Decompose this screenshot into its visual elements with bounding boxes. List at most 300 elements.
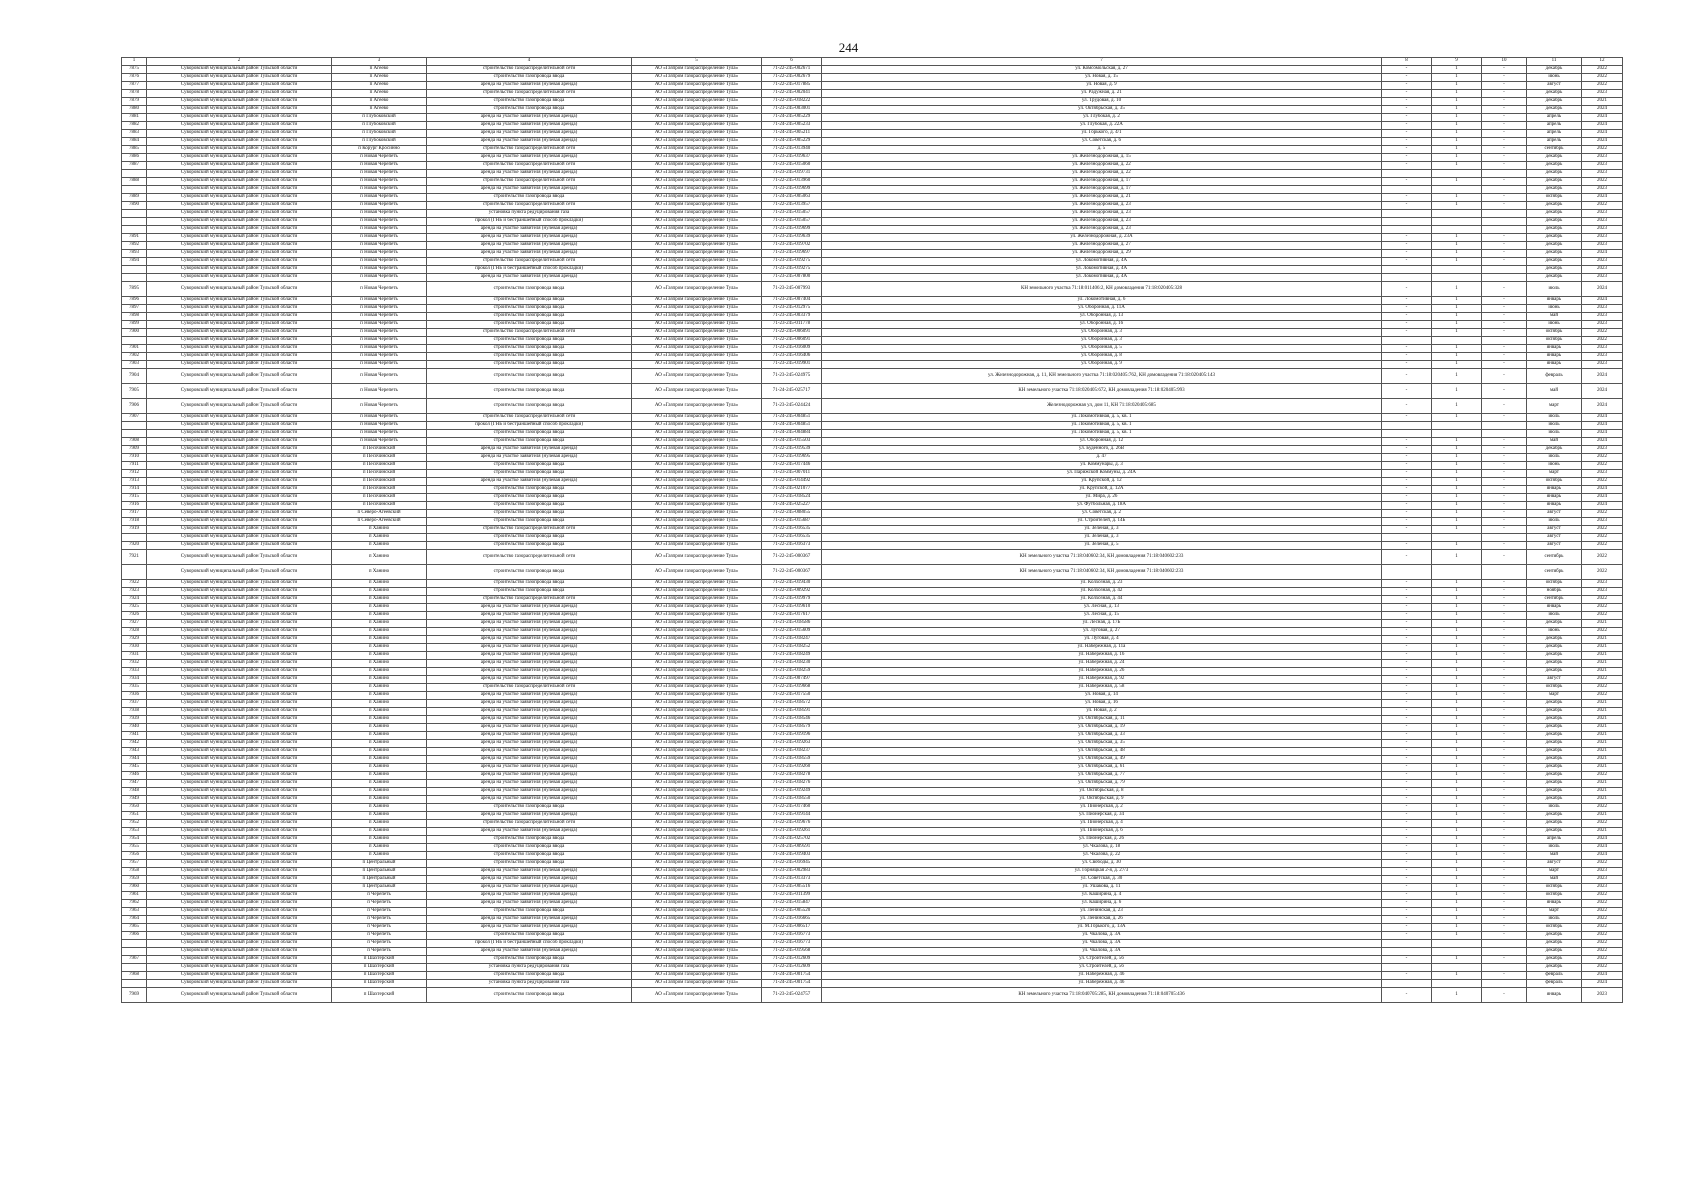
contract-number-cell: 71-22-245-011399 xyxy=(762,892,822,900)
contract-number-cell: 71-21-245-018586 xyxy=(762,620,822,628)
col10-cell: - xyxy=(1482,892,1527,900)
contract-number-cell: 71-22-245-016535 xyxy=(762,534,822,542)
month-cell: февраль xyxy=(1527,972,1582,980)
month-cell: декабрь xyxy=(1527,756,1582,764)
month-cell: декабрь xyxy=(1527,652,1582,660)
work-type-cell: строительство газопровода ввода xyxy=(427,74,632,82)
locality-cell: п Ханино xyxy=(332,724,427,732)
district-cell: Суворовский муниципальный район Тульской области xyxy=(147,844,332,852)
col9-cell: 1 xyxy=(1432,988,1482,1003)
month-cell: декабрь xyxy=(1527,828,1582,836)
col10-cell: - xyxy=(1482,502,1527,510)
district-cell: Суворовский муниципальный район Тульской области xyxy=(147,868,332,876)
organization-cell: АО «Газпром газораспределение Тула» xyxy=(632,353,762,361)
contract-number-cell: 71-23-245-019697 xyxy=(762,250,822,258)
row-number-cell: 7940 xyxy=(122,724,147,732)
work-type-cell: аренда на участке заявителя (нулевая аренда) xyxy=(427,900,632,908)
table-row xyxy=(122,462,1623,470)
col8-cell: - xyxy=(1382,780,1432,788)
col10-cell: - xyxy=(1482,446,1527,454)
locality-cell: п Новая Черепеть xyxy=(332,250,427,258)
month-cell: март xyxy=(1527,692,1582,700)
year-cell: 2022 xyxy=(1582,202,1623,210)
address-cell: ул. Оборонная, д. 9 xyxy=(822,361,1382,369)
col8-cell: - xyxy=(1382,884,1432,892)
contract-number-cell: 71-23-245-003379 xyxy=(762,313,822,321)
year-cell: 2024 xyxy=(1582,194,1623,202)
col9-cell: 1 xyxy=(1432,900,1482,908)
organization-cell: АО «Газпром газораспределение Тула» xyxy=(632,764,762,772)
col8-cell: - xyxy=(1382,652,1432,660)
year-cell: 2023 xyxy=(1582,154,1623,162)
contract-number-cell: 71-24-245-005229 xyxy=(762,114,822,122)
month-cell: декабрь xyxy=(1527,764,1582,772)
col9-cell xyxy=(1432,218,1482,226)
organization-cell: АО «Газпром газораспределение Тула» xyxy=(632,644,762,652)
locality-cell: п Ханино xyxy=(332,764,427,772)
year-cell: 2021 xyxy=(1582,780,1623,788)
contract-number-cell: 71-21-245-018550 xyxy=(762,796,822,804)
col8-cell xyxy=(1382,210,1432,218)
row-number-cell: 7923 xyxy=(122,588,147,596)
col9-cell: 1 xyxy=(1432,788,1482,796)
row-number-cell: 7879 xyxy=(122,98,147,106)
address-cell: ул. Октябрьская, д. 61 xyxy=(822,764,1382,772)
organization-cell: АО «Газпром газораспределение Тула» xyxy=(632,724,762,732)
address-cell: ул. Пионерская, д. 26 xyxy=(822,836,1382,844)
contract-number-cell: 71-23-245-012975 xyxy=(762,305,822,313)
address-cell: ул. Набережная, д. 92 xyxy=(822,676,1382,684)
year-cell: 2023 xyxy=(1582,988,1623,1003)
district-cell: Суворовский муниципальный район Тульской области xyxy=(147,780,332,788)
locality-cell: п Новая Черепеть xyxy=(332,266,427,274)
work-type-cell: строительство газопровода ввода xyxy=(427,956,632,964)
locality-cell: п Новая Черепеть xyxy=(332,337,427,345)
locality-cell: п Новая Черепеть xyxy=(332,422,427,430)
locality-cell: п Песочинский xyxy=(332,462,427,470)
work-type-cell: установка пункта редуцирования газа xyxy=(427,980,632,988)
address-cell: ул. Набережная, д. 16 xyxy=(822,652,1382,660)
work-type-cell: строительство газопровода ввода xyxy=(427,282,632,297)
organization-cell: АО «Газпром газораспределение Тула» xyxy=(632,186,762,194)
col10-cell: - xyxy=(1482,329,1527,337)
contract-number-cell: 71-22-245-012609 xyxy=(762,956,822,964)
month-cell: июль xyxy=(1527,414,1582,422)
table-header-row xyxy=(122,58,1623,66)
col9-cell: 1 xyxy=(1432,588,1482,596)
table-row xyxy=(122,636,1623,644)
col8-cell: - xyxy=(1382,596,1432,604)
col10-cell: - xyxy=(1482,644,1527,652)
work-type-cell: аренда на участке заявителя (нулевая аренда) xyxy=(427,892,632,900)
col8-cell: - xyxy=(1382,732,1432,740)
col10-cell: - xyxy=(1482,932,1527,940)
col8-cell: - xyxy=(1382,250,1432,258)
page-number: 244 xyxy=(838,40,859,55)
work-type-cell: строительство газопровода ввода xyxy=(427,518,632,526)
year-cell: 2021 xyxy=(1582,740,1623,748)
col10-cell: - xyxy=(1482,844,1527,852)
organization-cell: АО «Газпром газораспределение Тула» xyxy=(632,948,762,956)
address-cell: ул. Буденного, д. 26В xyxy=(822,446,1382,454)
col9-cell: 1 xyxy=(1432,876,1482,884)
district-cell: Суворовский муниципальный район Тульской области xyxy=(147,266,332,274)
year-cell: 2022 xyxy=(1582,604,1623,612)
contract-number-cell: 71-21-245-018230 xyxy=(762,660,822,668)
col10-cell: - xyxy=(1482,178,1527,186)
year-cell: 2022 xyxy=(1582,454,1623,462)
col9-cell xyxy=(1432,964,1482,972)
col10-cell: - xyxy=(1482,684,1527,692)
month-cell: июль xyxy=(1527,844,1582,852)
col10-cell: - xyxy=(1482,353,1527,361)
organization-cell: АО «Газпром газораспределение Тула» xyxy=(632,988,762,1003)
district-cell: Суворовский муниципальный район Тульской области xyxy=(147,114,332,122)
work-type-cell: установка пункта редуцирования газа xyxy=(427,210,632,218)
col8-cell: - xyxy=(1382,154,1432,162)
month-cell: декабрь xyxy=(1527,700,1582,708)
col9-cell: 1 xyxy=(1432,652,1482,660)
row-number-cell: 7891 xyxy=(122,234,147,242)
table-row xyxy=(122,972,1623,980)
locality-cell: п Ханино xyxy=(332,748,427,756)
col9-cell: 1 xyxy=(1432,612,1482,620)
col9-cell: 1 xyxy=(1432,668,1482,676)
column-header: 1 xyxy=(122,58,147,66)
col8-cell: - xyxy=(1382,399,1432,414)
contract-number-cell: 71-21-245-019260 xyxy=(762,764,822,772)
row-number-cell: 7900 xyxy=(122,329,147,337)
address-cell: КН земельного участка 71:18:011406:2, КН домовладения 71:18:020405:328 xyxy=(822,282,1382,297)
locality-cell: п Новая Черепеть xyxy=(332,218,427,226)
year-cell: 2022 xyxy=(1582,940,1623,948)
locality-cell: п Ханино xyxy=(332,668,427,676)
locality-cell: п Ханино xyxy=(332,565,427,580)
district-cell: Суворовский муниципальный район Тульской области xyxy=(147,788,332,796)
month-cell: декабрь xyxy=(1527,234,1582,242)
col9-cell: 1 xyxy=(1432,154,1482,162)
work-type-cell: аренда на участке заявителя (нулевая аренда) xyxy=(427,772,632,780)
address-cell: ул. Пионерская, д. 34 xyxy=(822,812,1382,820)
col10-cell: - xyxy=(1482,242,1527,250)
locality-cell: п Черепеть xyxy=(332,916,427,924)
locality-cell: п Новая Черепеть xyxy=(332,353,427,361)
col9-cell: 1 xyxy=(1432,916,1482,924)
month-cell: апрель xyxy=(1527,138,1582,146)
row-number-cell xyxy=(122,210,147,218)
row-number-cell: 7892 xyxy=(122,242,147,250)
col8-cell xyxy=(1382,964,1432,972)
address-cell: ул. Октябрьская, д. 77 xyxy=(822,772,1382,780)
address-cell: ул. Железнодорожная, д. 22 xyxy=(822,170,1382,178)
col10-cell xyxy=(1482,940,1527,948)
col8-cell: - xyxy=(1382,788,1432,796)
col8-cell: - xyxy=(1382,282,1432,297)
address-cell: ул. Железнодорожная, д. 17 xyxy=(822,178,1382,186)
district-cell: Суворовский муниципальный район Тульской области xyxy=(147,242,332,250)
organization-cell: АО «Газпром газораспределение Тула» xyxy=(632,329,762,337)
row-number-cell xyxy=(122,186,147,194)
col9-cell: 1 xyxy=(1432,502,1482,510)
district-cell: Суворовский муниципальный район Тульской области xyxy=(147,772,332,780)
work-type-cell: строительство газопровода ввода xyxy=(427,534,632,542)
organization-cell: АО «Газпром газораспределение Тула» xyxy=(632,534,762,542)
col8-cell: - xyxy=(1382,202,1432,210)
organization-cell: АО «Газпром газораспределение Тула» xyxy=(632,454,762,462)
row-number-cell: 7914 xyxy=(122,486,147,494)
contract-number-cell: 71-24-245-009591 xyxy=(762,844,822,852)
work-type-cell: аренда на участке заявителя (нулевая аренда) xyxy=(427,652,632,660)
table-row xyxy=(122,796,1623,804)
work-type-cell: строительство газораспределительной сети xyxy=(427,202,632,210)
table-row xyxy=(122,186,1623,194)
col8-cell xyxy=(1382,948,1432,956)
table-row xyxy=(122,98,1623,106)
contract-number-cell: 71-22-245-019539 xyxy=(762,446,822,454)
col8-cell: - xyxy=(1382,438,1432,446)
table-row xyxy=(122,178,1623,186)
col9-cell: 1 xyxy=(1432,804,1482,812)
work-type-cell: строительство газопровода ввода xyxy=(427,470,632,478)
contract-number-cell: 71-24-245-019403 xyxy=(762,852,822,860)
col8-cell: - xyxy=(1382,90,1432,98)
row-number-cell: 7946 xyxy=(122,772,147,780)
table-row xyxy=(122,502,1623,510)
col8-cell: - xyxy=(1382,66,1432,74)
locality-cell: п Центральный xyxy=(332,876,427,884)
work-type-cell: строительство газопровода ввода xyxy=(427,972,632,980)
district-cell: Суворовский муниципальный район Тульской области xyxy=(147,337,332,345)
column-header: 6 xyxy=(762,58,822,66)
col9-cell: 1 xyxy=(1432,106,1482,114)
col8-cell: - xyxy=(1382,106,1432,114)
col8-cell xyxy=(1382,940,1432,948)
district-cell: Суворовский муниципальный район Тульской области xyxy=(147,542,332,550)
table-row xyxy=(122,106,1623,114)
district-cell: Суворовский муниципальный район Тульской области xyxy=(147,321,332,329)
table-row xyxy=(122,266,1623,274)
address-cell: ул. Каширина, д. 4 xyxy=(822,892,1382,900)
district-cell: Суворовский муниципальный район Тульской области xyxy=(147,518,332,526)
col10-cell xyxy=(1482,964,1527,972)
table-row xyxy=(122,399,1623,414)
work-type-cell: аренда на участке заявителя (нулевая аренда) xyxy=(427,242,632,250)
year-cell: 2024 xyxy=(1582,494,1623,502)
address-cell: ул. Октябрьская, д. 35 xyxy=(822,106,1382,114)
address-cell: ул. Строителей, д. 14Б xyxy=(822,518,1382,526)
contract-number-cell: 71-21-245-018572 xyxy=(762,700,822,708)
organization-cell: АО «Газпром газораспределение Тула» xyxy=(632,502,762,510)
col9-cell: 1 xyxy=(1432,510,1482,518)
contract-number-cell: 71-22-245-014492 xyxy=(762,478,822,486)
work-type-cell: аренда на участке заявителя (нулевая аренда) xyxy=(427,478,632,486)
column-header: 8 xyxy=(1382,58,1432,66)
col9-cell: 1 xyxy=(1432,716,1482,724)
locality-cell: п Новая Черепеть xyxy=(332,313,427,321)
year-cell: 2024 xyxy=(1582,972,1623,980)
work-type-cell: аренда на участке заявителя (нулевая аренда) xyxy=(427,226,632,234)
locality-cell: п Ханино xyxy=(332,716,427,724)
col10-cell xyxy=(1482,170,1527,178)
contract-number-cell: 71-22-245-019979 xyxy=(762,596,822,604)
district-cell: Суворовский муниципальный район Тульской области xyxy=(147,708,332,716)
col8-cell: - xyxy=(1382,470,1432,478)
address-cell: ул. Новая, д. 9 xyxy=(822,82,1382,90)
organization-cell: АО «Газпром газораспределение Тула» xyxy=(632,82,762,90)
contract-number-cell: 71-22-245-013957 xyxy=(762,202,822,210)
col8-cell: - xyxy=(1382,297,1432,305)
locality-cell: п Новая Черепеть xyxy=(332,162,427,170)
district-cell: Суворовский муниципальный район Тульской области xyxy=(147,628,332,636)
col10-cell: - xyxy=(1482,98,1527,106)
district-cell: Суворовский муниципальный район Тульской области xyxy=(147,186,332,194)
month-cell: июнь xyxy=(1527,74,1582,82)
organization-cell: АО «Газпром газораспределение Тула» xyxy=(632,345,762,353)
table-row xyxy=(122,430,1623,438)
work-type-cell: строительство газораспределительной сети xyxy=(427,66,632,74)
year-cell: 2021 xyxy=(1582,636,1623,644)
col9-cell xyxy=(1432,226,1482,234)
col9-cell: 1 xyxy=(1432,74,1482,82)
address-cell: ул. Оборонная, д. 5 xyxy=(822,345,1382,353)
table-row xyxy=(122,684,1623,692)
row-number-cell: 7907 xyxy=(122,414,147,422)
col9-cell: 1 xyxy=(1432,844,1482,852)
district-cell: Суворовский муниципальный район Тульской области xyxy=(147,369,332,384)
district-cell: Суворовский муниципальный район Тульской области xyxy=(147,828,332,836)
row-number-cell xyxy=(122,948,147,956)
col9-cell: 1 xyxy=(1432,462,1482,470)
col10-cell: - xyxy=(1482,740,1527,748)
col10-cell: - xyxy=(1482,604,1527,612)
address-cell: ул. Железнодорожная, д. 27 xyxy=(822,242,1382,250)
month-cell: февраль xyxy=(1527,980,1582,988)
organization-cell: АО «Газпром газораспределение Тула» xyxy=(632,956,762,964)
col8-cell: - xyxy=(1382,724,1432,732)
col10-cell: - xyxy=(1482,868,1527,876)
year-cell: 2022 xyxy=(1582,964,1623,972)
district-cell: Суворовский муниципальный район Тульской области xyxy=(147,700,332,708)
address-cell: ул. Строителей, д. 56 xyxy=(822,956,1382,964)
table-row xyxy=(122,438,1623,446)
locality-cell: п Черепеть xyxy=(332,948,427,956)
work-type-cell: строительство газопровода ввода xyxy=(427,836,632,844)
row-number-cell: 7904 xyxy=(122,369,147,384)
col8-cell: - xyxy=(1382,510,1432,518)
col8-cell: - xyxy=(1382,756,1432,764)
year-cell: 2024 xyxy=(1582,502,1623,510)
col8-cell: - xyxy=(1382,700,1432,708)
table-row xyxy=(122,422,1623,430)
contract-number-cell: 71-23-245-015057 xyxy=(762,218,822,226)
organization-cell: АО «Газпром газораспределение Тула» xyxy=(632,740,762,748)
address-cell: ул. Железнодорожная, д. 21 xyxy=(822,194,1382,202)
col8-cell: - xyxy=(1382,612,1432,620)
district-cell: Суворовский муниципальный район Тульской области xyxy=(147,684,332,692)
locality-cell: п Ханино xyxy=(332,772,427,780)
locality-cell: п Новая Черепеть xyxy=(332,305,427,313)
district-cell: Суворовский муниципальный район Тульской области xyxy=(147,384,332,399)
contract-number-cell: 71-23-245-007011 xyxy=(762,470,822,478)
organization-cell: АО «Газпром газораспределение Тула» xyxy=(632,692,762,700)
address-cell: ул. Новая, д. 15 xyxy=(822,74,1382,82)
col9-cell: 1 xyxy=(1432,644,1482,652)
address-cell: ул. Горняцкая 2-я, д. 27/3 xyxy=(822,868,1382,876)
district-cell: Суворовский муниципальный район Тульской области xyxy=(147,446,332,454)
contract-number-cell: 71-22-245-019610 xyxy=(762,604,822,612)
year-cell: 2021 xyxy=(1582,788,1623,796)
col10-cell: - xyxy=(1482,106,1527,114)
col9-cell: 1 xyxy=(1432,297,1482,305)
address-cell: ул. Пионерская, д. 4 xyxy=(822,820,1382,828)
contract-number-cell: 71-21-245-018276 xyxy=(762,780,822,788)
row-number-cell: 7925 xyxy=(122,604,147,612)
col8-cell: - xyxy=(1382,454,1432,462)
district-cell: Суворовский муниципальный район Тульской области xyxy=(147,588,332,596)
locality-cell: п Ханино xyxy=(332,660,427,668)
row-number-cell: 7947 xyxy=(122,780,147,788)
month-cell: май xyxy=(1527,852,1582,860)
work-type-cell: установка пункта редуцирования газа xyxy=(427,964,632,972)
locality-cell: п Новая Черепеть xyxy=(332,154,427,162)
col8-cell: - xyxy=(1382,542,1432,550)
year-cell: 2022 xyxy=(1582,542,1623,550)
contract-number-cell: 71-23-245-019699 xyxy=(762,186,822,194)
month-cell: июнь xyxy=(1527,628,1582,636)
row-number-cell: 7928 xyxy=(122,628,147,636)
year-cell: 2022 xyxy=(1582,772,1623,780)
contract-number-cell: 71-24-245-005063 xyxy=(762,194,822,202)
col8-cell: - xyxy=(1382,258,1432,266)
col8-cell: - xyxy=(1382,518,1432,526)
col10-cell: - xyxy=(1482,154,1527,162)
col9-cell: 1 xyxy=(1432,756,1482,764)
year-cell: 2021 xyxy=(1582,98,1623,106)
month-cell: декабрь xyxy=(1527,940,1582,948)
organization-cell: АО «Газпром газораспределение Тула» xyxy=(632,138,762,146)
month-cell: декабрь xyxy=(1527,274,1582,282)
district-cell: Суворовский муниципальный район Тульской области xyxy=(147,676,332,684)
locality-cell: п Песочинский xyxy=(332,478,427,486)
col10-cell: - xyxy=(1482,884,1527,892)
district-cell: Суворовский муниципальный район Тульской области xyxy=(147,250,332,258)
col9-cell xyxy=(1432,210,1482,218)
year-cell: 2024 xyxy=(1582,852,1623,860)
col9-cell xyxy=(1432,186,1482,194)
address-cell: ул. Крупской, д. 12 xyxy=(822,478,1382,486)
col10-cell: - xyxy=(1482,756,1527,764)
district-cell: Суворовский муниципальный район Тульской области xyxy=(147,82,332,90)
contract-number-cell: 71-23-245-007404 xyxy=(762,297,822,305)
month-cell: декабрь xyxy=(1527,964,1582,972)
address-cell: ул. Советская, д. 6 xyxy=(822,138,1382,146)
table-row xyxy=(122,82,1623,90)
locality-cell: п Ханино xyxy=(332,636,427,644)
address-cell: ул. Набережная, д. 46 xyxy=(822,980,1382,988)
col10-cell: - xyxy=(1482,130,1527,138)
row-number-cell: 7951 xyxy=(122,812,147,820)
month-cell: апрель xyxy=(1527,836,1582,844)
col8-cell: - xyxy=(1382,502,1432,510)
row-number-cell xyxy=(122,170,147,178)
year-cell: 2022 xyxy=(1582,932,1623,940)
contract-number-cell: 71-23-245-019275 xyxy=(762,266,822,274)
row-number-cell: 7933 xyxy=(122,668,147,676)
row-number-cell: 7920 xyxy=(122,542,147,550)
col8-cell: - xyxy=(1382,82,1432,90)
row-number-cell: 7901 xyxy=(122,345,147,353)
month-cell: декабрь xyxy=(1527,788,1582,796)
